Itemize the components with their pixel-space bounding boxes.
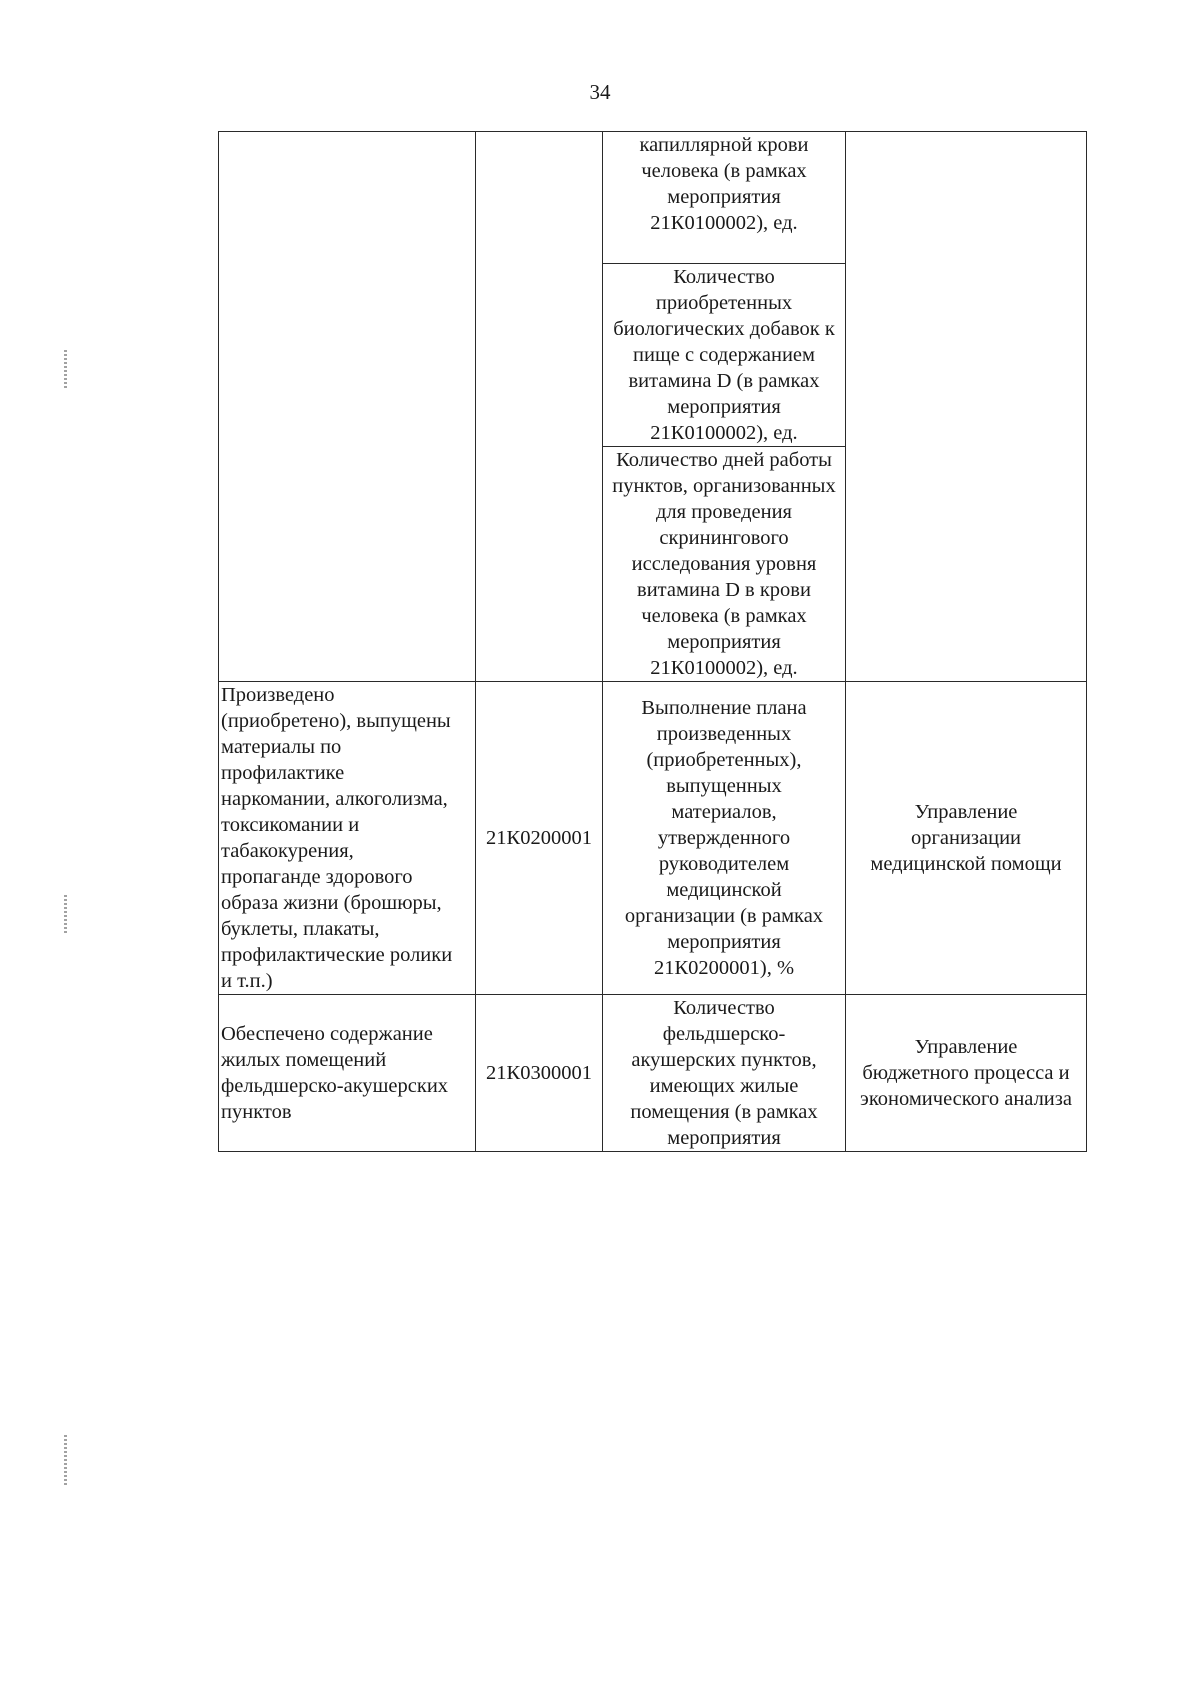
- responsible-cell: Управление бюджетного процесса и экономического анализа: [846, 995, 1087, 1152]
- code-cell: 21К0200001: [476, 682, 603, 995]
- indicator-cell: капиллярной крови человека (в рамках мероприятия 21К0100002), ед.: [603, 132, 846, 264]
- scan-artifact: [64, 1435, 67, 1485]
- indicator-cell: Количество приобретенных биологических добавок к пище с содержанием витамина D (в рамках мероприятия 21К0100002), ед.: [603, 264, 846, 447]
- table-row: [219, 682, 1087, 995]
- program-table: [218, 131, 1087, 1152]
- page-number: 34: [589, 80, 611, 104]
- result-cell: Произведено (приобретено), выпущены материалы по профилактике наркомании, алкоголизма, токсикомании и табакокурения, пропаганде здорового образа жизни (брошюры, буклеты, плакаты, профилактические ролики и т.п.): [219, 682, 476, 995]
- table-row: [219, 132, 1087, 264]
- result-cell: [219, 132, 476, 682]
- responsible-cell: [846, 132, 1087, 682]
- table-row: [219, 995, 1087, 1152]
- responsible-cell: Управление организации медицинской помощи: [846, 682, 1087, 995]
- scan-artifact: [64, 350, 67, 390]
- code-cell: 21К0300001: [476, 995, 603, 1152]
- indicator-cell: Количество дней работы пунктов, организованных для проведения скринингового исследования уровня витамина D в крови человека (в рамках мероприятия 21К0100002), ед.: [603, 447, 846, 682]
- result-cell: Обеспечено содержание жилых помещений фельдшерско-акушерских пунктов: [219, 995, 476, 1152]
- scan-artifact: [64, 895, 67, 935]
- code-cell: [476, 132, 603, 682]
- indicator-cell: Количество фельдшерско- акушерских пунктов, имеющих жилые помещения (в рамках мероприятия: [603, 995, 846, 1152]
- indicator-cell: Выполнение плана произведенных (приобретенных), выпущенных материалов, утвержденного руководителем медицинской организации (в рамках мероприятия 21К0200001), %: [603, 682, 846, 995]
